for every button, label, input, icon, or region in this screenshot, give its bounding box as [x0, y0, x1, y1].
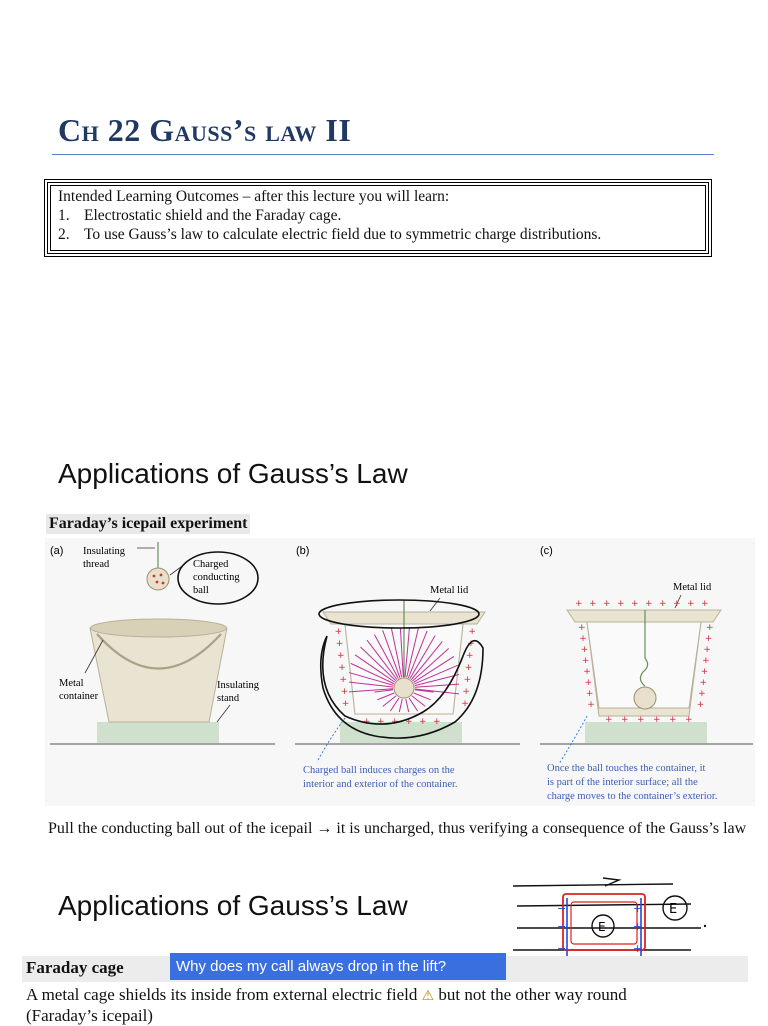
charged-ball: [394, 678, 414, 698]
sketch-field-label: E: [669, 902, 678, 917]
panel-a: [50, 542, 260, 743]
icepail-figure: [45, 538, 755, 806]
charge-plus-mark: +: [377, 717, 385, 727]
charge-plus-mark: +: [338, 663, 346, 673]
panel-b: [296, 545, 485, 790]
charge-plus-mark: +: [703, 645, 711, 655]
charge-plus-mark: +: [685, 715, 693, 725]
charge-plus-mark: +: [340, 687, 349, 697]
container-label-line1: Metal: [59, 678, 84, 689]
charge-plus-mark: +: [687, 599, 695, 609]
outcome-item: [58, 206, 698, 225]
charge-plus-mark: +: [673, 599, 681, 609]
charge-plus-mark: +: [391, 717, 399, 727]
charge-plus-mark: +: [466, 651, 474, 661]
field-line: [513, 884, 673, 886]
sketch-charge: −: [557, 902, 567, 915]
container-rim: [91, 619, 227, 637]
sketch-charge: +: [633, 942, 643, 955]
conclusion-text: Pull the conducting ball out of the icepail → it is uncharged, thus verifying a consequence of the Gauss’s law: [48, 820, 747, 837]
charge-plus-mark: +: [631, 599, 639, 609]
charge-plus-mark: +: [334, 627, 343, 637]
charge-plus-mark: +: [339, 675, 347, 685]
container-label-line2: container: [59, 691, 99, 702]
cage-description-line1: [26, 985, 627, 1005]
experiment-label: Faraday’s icepail experiment: [46, 514, 250, 534]
charge-plus-mark: +: [335, 639, 344, 649]
charge-plus-mark: +: [583, 667, 591, 677]
charge-plus-mark: +: [587, 700, 595, 710]
charge-plus-mark: +: [461, 699, 469, 709]
charge-plus-mark: +: [645, 599, 653, 609]
slide3-title: Applications of Gauss’s Law: [58, 890, 408, 921]
panel-c: [540, 545, 721, 802]
charge-plus-mark: +: [700, 667, 709, 677]
cage-description-line2: (Faraday’s icepail): [26, 1006, 153, 1025]
charge-plus-mark: +: [463, 675, 472, 685]
charge-plus-mark: +: [584, 678, 593, 688]
charge-plus-mark: +: [699, 678, 707, 688]
sketch-charge: −: [557, 942, 567, 955]
lid-label-pointer: [430, 598, 440, 611]
panel-c-label: (c): [540, 545, 553, 557]
charge-plus-mark: +: [696, 700, 705, 710]
charge-plus-mark: +: [581, 656, 590, 666]
caption-c-line1: Once the ball touches the container, it: [547, 763, 706, 774]
charge-plus-mark: +: [577, 623, 586, 633]
insulating-stand: [97, 722, 219, 743]
charge-plus-mark: +: [419, 717, 427, 727]
caption-b-line1: Charged ball induces charges on the: [303, 765, 455, 776]
title-divider: [52, 154, 714, 155]
learning-outcomes-box: [44, 179, 712, 257]
panel-a-label: (a): [50, 545, 64, 557]
sketch-charge: +: [633, 902, 643, 915]
caption-c-line3: charge moves to the container’s exterior.: [547, 791, 718, 802]
field-line: [517, 904, 691, 906]
charge-plus-mark: +: [669, 715, 677, 725]
outcome-number: 1.: [58, 207, 70, 224]
sketch-dot: [704, 925, 706, 927]
charge-plus-mark: +: [405, 717, 413, 727]
cage-text-after: but not the other way round: [438, 985, 627, 1004]
ball-label-line1: Charged: [193, 559, 229, 570]
thread-label-line1: Insulating: [83, 546, 125, 557]
caption-b-line2: interior and exterior of the container.: [303, 779, 458, 790]
charge-plus-mark: +: [617, 599, 625, 609]
insulating-stand: [340, 722, 462, 743]
charge-plus-mark: +: [337, 651, 345, 661]
sketch-charge: −: [557, 920, 567, 933]
outcome-number: 2.: [58, 226, 70, 243]
uncharged-ball: [634, 687, 656, 709]
charge-plus-mark: +: [464, 663, 473, 673]
slide1-title: Ch 22 Gauss’s law II: [58, 112, 352, 148]
outcome-text: Electrostatic shield and the Faraday cage.: [84, 207, 342, 224]
slide2-title: Applications of Gauss’s Law: [58, 458, 408, 489]
charge-plus-mark: +: [701, 599, 709, 609]
outcomes-intro: Intended Learning Outcomes – after this lecture you will learn:: [58, 188, 450, 205]
charge-plus-mark: +: [704, 634, 713, 644]
charge-plus-mark: +: [467, 639, 475, 649]
stand-label-pointer: [217, 705, 230, 722]
faraday-cage-label: Faraday cage: [26, 958, 124, 977]
insulating-stand: [585, 722, 707, 743]
charge-plus-mark: +: [603, 599, 611, 609]
charge-plus-mark: +: [468, 627, 476, 637]
outcome-item: [58, 225, 698, 244]
metal-lid-label: Metal lid: [673, 582, 712, 593]
charge-plus-mark: +: [653, 715, 661, 725]
thread-label-line2: thread: [83, 559, 110, 570]
panel-b-label: (b): [296, 545, 310, 557]
charge-plus-mark: +: [659, 599, 667, 609]
caption-c-line2: is part of the interior surface; all the: [547, 777, 698, 788]
charge-plus-mark: +: [621, 715, 629, 725]
charge-plus-mark: +: [585, 689, 594, 699]
charge-plus-mark: +: [706, 623, 714, 633]
warning-icon: ⚠: [421, 988, 435, 1004]
charge-plus-mark: +: [698, 689, 706, 699]
charge-plus-mark: +: [575, 599, 583, 609]
outcome-text: To use Gauss’s law to calculate electric field due to symmetric charge distributions.: [84, 226, 602, 243]
sketch-charge: +: [633, 920, 643, 933]
charge-plus-mark: +: [605, 715, 613, 725]
charge-plus-mark: +: [589, 599, 597, 609]
charge-plus-mark: +: [341, 699, 350, 709]
question-callout: Why does my call always drop in the lift?: [170, 953, 506, 980]
cage-text-before: A metal cage shields its inside from external electric field: [26, 985, 418, 1004]
charge-plus-mark: +: [433, 717, 441, 727]
charge-plus-mark: +: [580, 645, 589, 655]
stand-label-line2: stand: [217, 693, 240, 704]
charge-plus-mark: +: [363, 717, 371, 727]
charge-plus-mark: +: [462, 687, 470, 697]
metal-lid-label: Metal lid: [430, 585, 469, 596]
sketch-inner-field-label: E: [598, 920, 606, 934]
ball-label-line3: ball: [193, 585, 209, 596]
charged-ball: [147, 568, 169, 590]
stand-label-line1: Insulating: [217, 680, 259, 691]
metal-container: [90, 628, 227, 722]
caption-c-pointer: [559, 716, 587, 764]
charge-plus-mark: +: [637, 715, 645, 725]
ball-label-line2: conducting: [193, 572, 240, 583]
charge-plus-mark: +: [579, 634, 587, 644]
charge-plus-mark: +: [702, 656, 710, 666]
